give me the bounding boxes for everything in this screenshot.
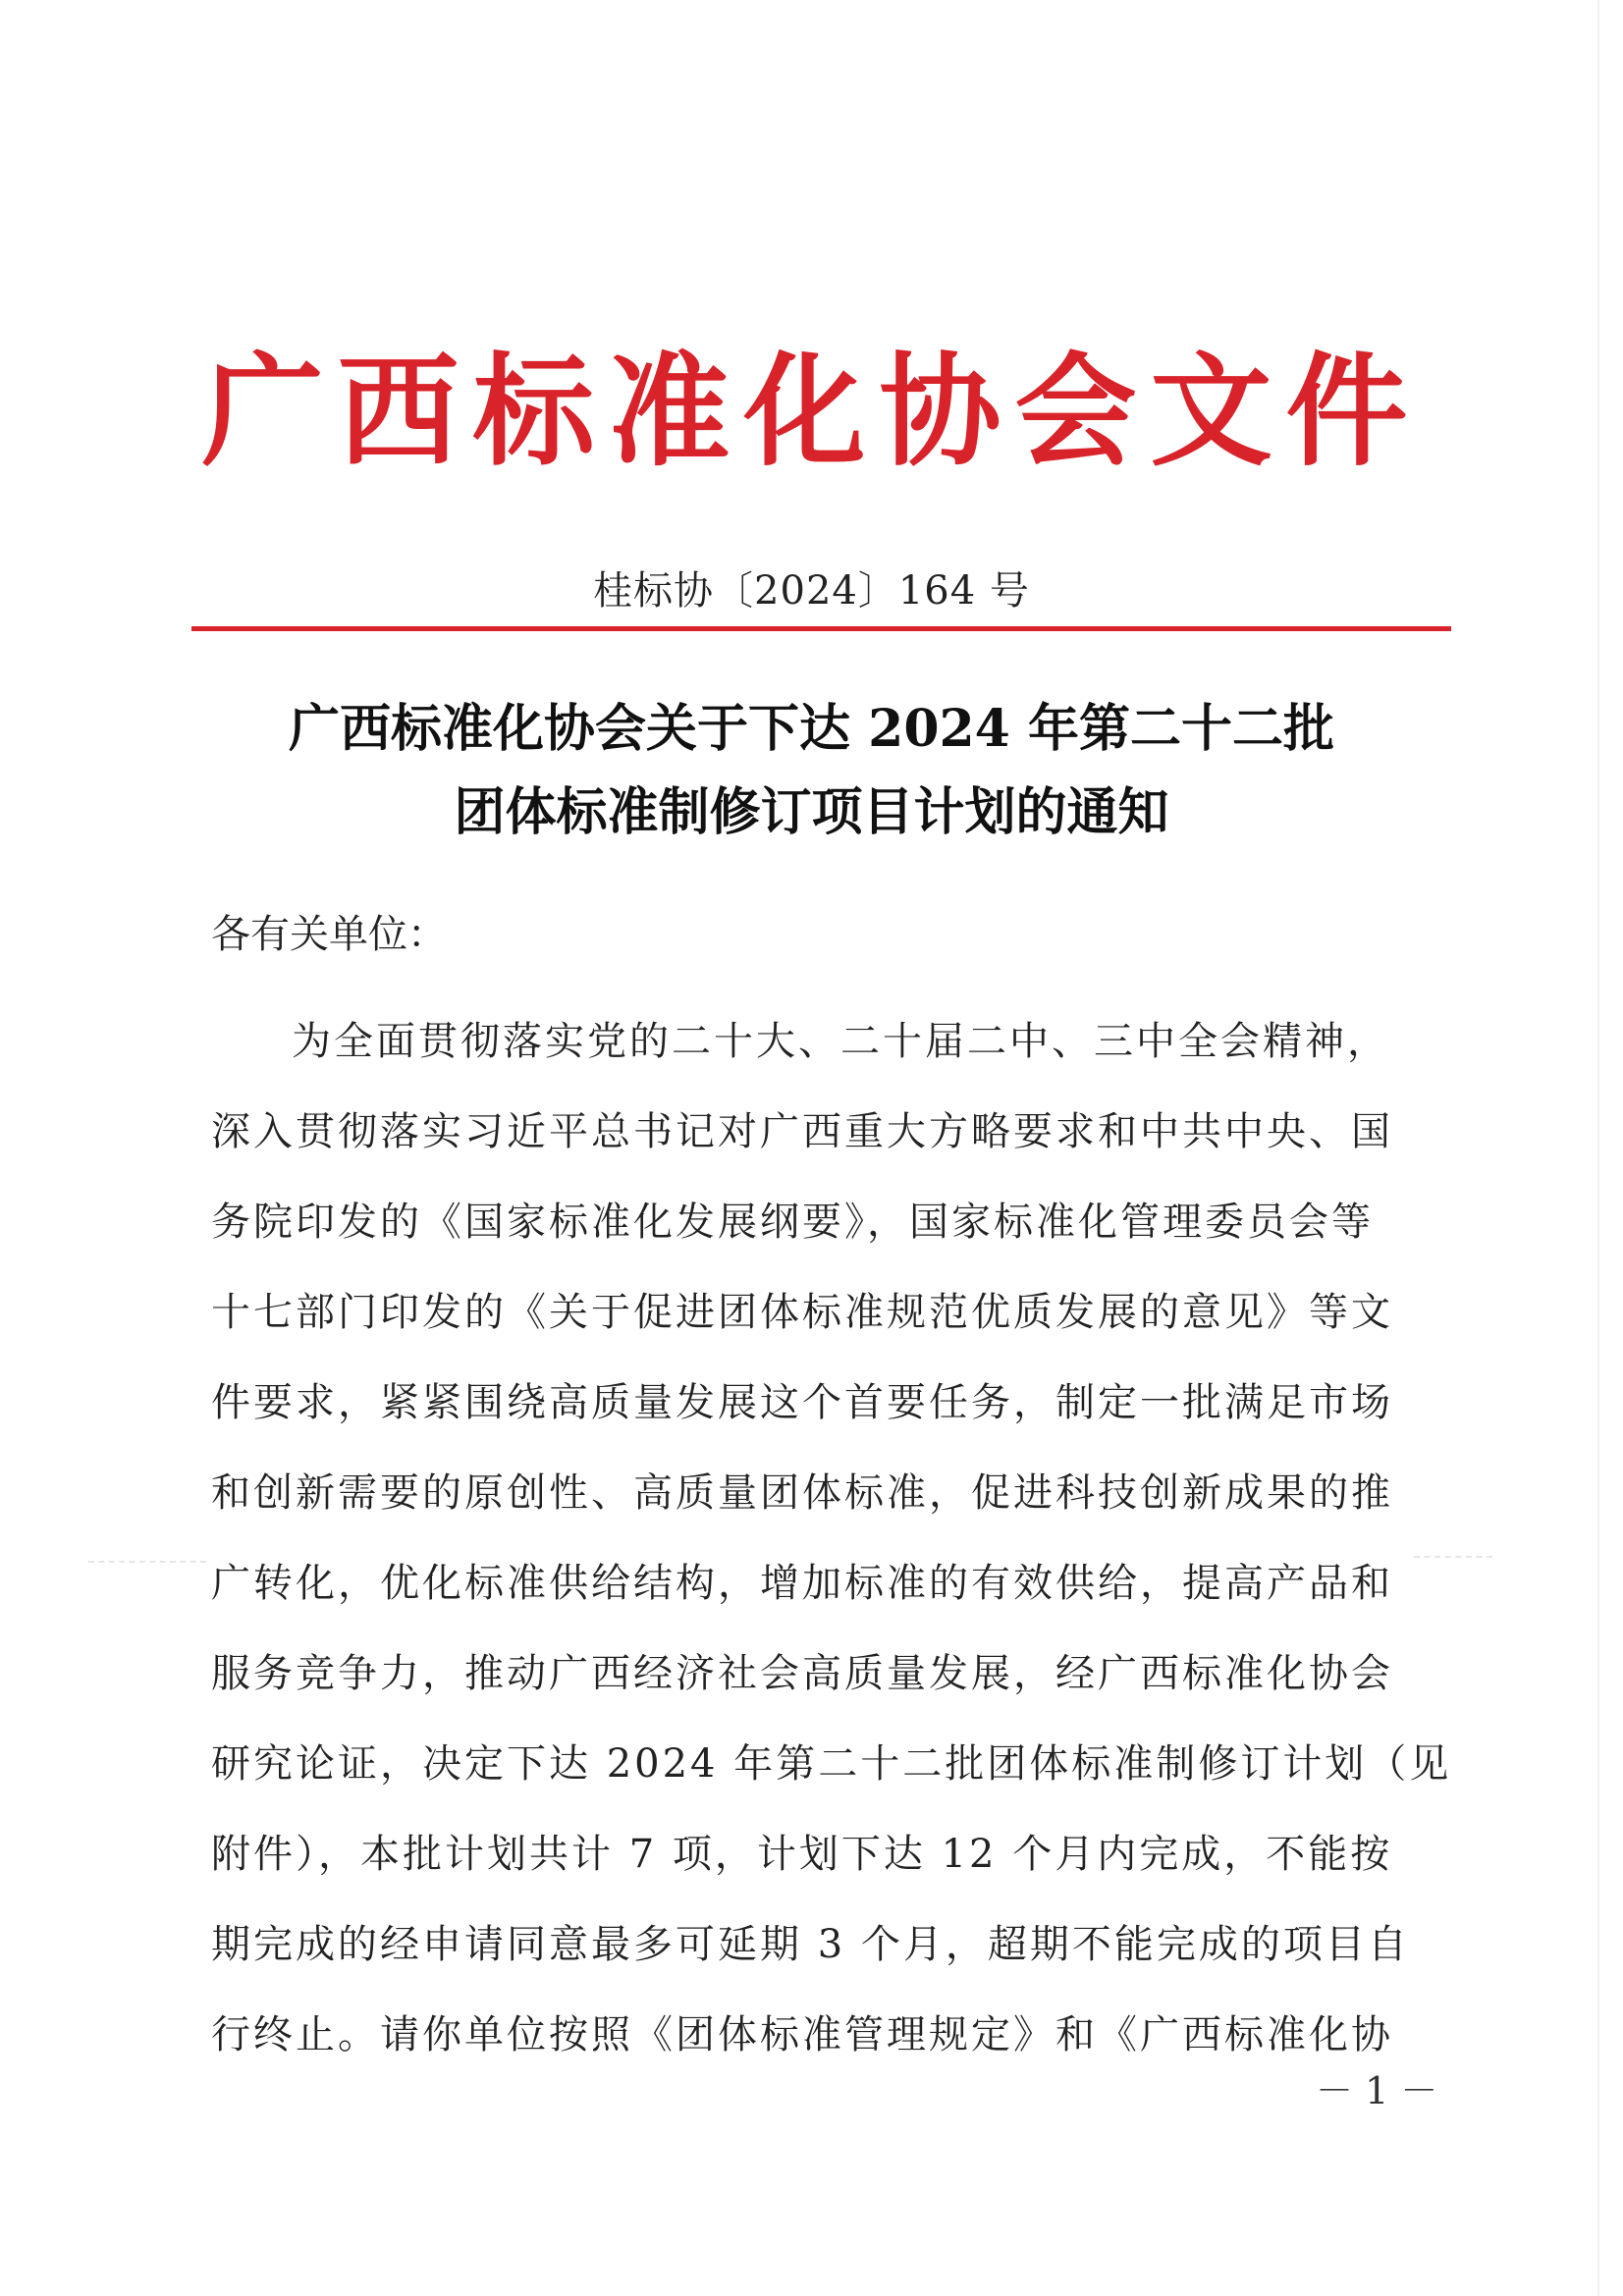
document-number: 桂标协〔2024〕164 号 [593,568,1030,614]
notice-title-line-1: 广西标准化协会关于下达 2024 年第二十二批 [289,699,1334,759]
body-line: 附件），本批计划共计 7 项，计划下达 12 个月内完成，不能按 [211,1832,1393,1877]
notice-title [147,687,1476,854]
red-divider-line [191,626,1451,631]
body-line: 行终止。请你单位按照《团体标准管理规定》和《广西标准化协 [211,2012,1393,2057]
fold-mark-right [1414,1556,1492,1558]
salutation: 各有关单位： [211,912,447,957]
body-line: 广转化，优化标准供给结构，增加标准的有效供给，提高产品和 [211,1561,1393,1606]
notice-title-line-2: 团体标准制修订项目计划的通知 [454,782,1169,842]
fold-mark-left [88,1561,206,1563]
body-line: 和创新需要的原创性、高质量团体标准，促进科技创新成果的推 [211,1470,1393,1516]
body-line: 研究论证，决定下达 2024 年第二十二批团体标准制修订计划（见 [211,1741,1452,1787]
body-line: 期完成的经申请同意最多可延期 3 个月，超期不能完成的项目自 [211,1922,1410,1967]
body-line: 件要求，紧紧围绕高质量发展这个首要任务，制定一批满足市场 [211,1380,1393,1425]
body-line: 十七部门印发的《关于促进团体标准规范优质发展的意见》等文 [211,1290,1393,1335]
body-paragraph [211,996,1452,2080]
masthead-title: 广西标准化协会文件 [201,341,1422,483]
body-line: 务院印发的《国家标准化发展纲要》，国家标准化管理委员会等 [211,1200,1374,1245]
page-number: － 1 － [1316,2069,1438,2112]
body-line: 服务竞争力，推动广西经济社会高质量发展，经广西标准化协会 [211,1651,1393,1696]
scan-edge [1597,0,1599,2296]
body-line: 为全面贯彻落实党的二十大、二十届二中、三中全会精神， [292,1019,1389,1064]
body-line: 深入贯彻落实习近平总书记对广西重大方略要求和中共中央、国 [211,1109,1393,1154]
